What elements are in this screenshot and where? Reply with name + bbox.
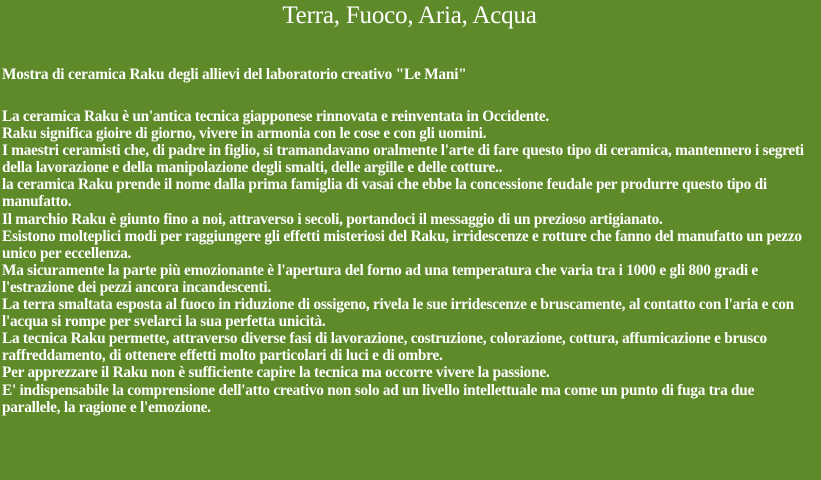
paragraph-line: La terra smaltata esposta al fuoco in riduzione di ossigeno, rivela le sue irridescenze e bruscamente, al contatto con l'aria e con l'acqua si rompe per svelarci la sua perfetta unicità. — [2, 296, 794, 331]
paragraph-line: Ma sicuramente la parte più emozionante è l'apertura del forno ad una temperatura che varia tra i 1000 e gli 800 gradi e l'estrazione dei pezzi ancora incandescenti. — [2, 261, 758, 296]
paragraph-line: La tecnica Raku permette, attraverso diverse fasi di lavorazione, costruzione, colorazione, cottura, affumicazione e brusco raffreddamento, di ottenere effetti molto particolari di luci e di ombre. — [2, 330, 767, 365]
paragraph-line: Esistono molteplici modi per raggiungere gli effetti misteriosi del Raku, irridescenze e rotture che fanno del manufatto un pezzo unico per eccellenza. — [2, 227, 802, 262]
paragraph-line: I maestri ceramisti che, di padre in figlio, si tramandavano oralmente l'arte di fare questo tipo di ceramica, mantennero i segreti della lavorazione e della manipolazione degli smalti, delle argille e delle cotture.. — [2, 142, 804, 177]
paragraph-line: Per apprezzare il Raku non è sufficiente capire la tecnica ma occorre vivere la passione. — [2, 364, 550, 382]
exhibition-subtitle: Mostra di ceramica Raku degli allievi del laboratorio creativo "Le Mani" — [2, 66, 467, 83]
paragraph-line: La ceramica Raku è un'antica tecnica giapponese rinnovata e reinventata in Occidente. — [2, 108, 549, 125]
page-title: Terra, Fuoco, Aria, Acqua — [282, 2, 537, 29]
article-body — [2, 108, 814, 416]
paragraph-line: E' indispensabile la comprensione dell'atto creativo non solo ad un livello intellettuale ma come un punto di fuga tra due parallele, la ragione e l'emozione. — [2, 381, 755, 416]
paragraph-line: Il marchio Raku è giunto fino a noi, attraverso i secoli, portandoci il messaggio di un prezioso artigianato. — [2, 210, 663, 228]
paragraph-line: Raku significa gioire di giorno, vivere in armonia con le cose e con gli uomini. — [2, 125, 487, 143]
paragraph-line: la ceramica Raku prende il nome dalla prima famiglia di vasai che ebbe la concessione feudale per produrre questo tipo di manufatto. — [2, 176, 767, 211]
